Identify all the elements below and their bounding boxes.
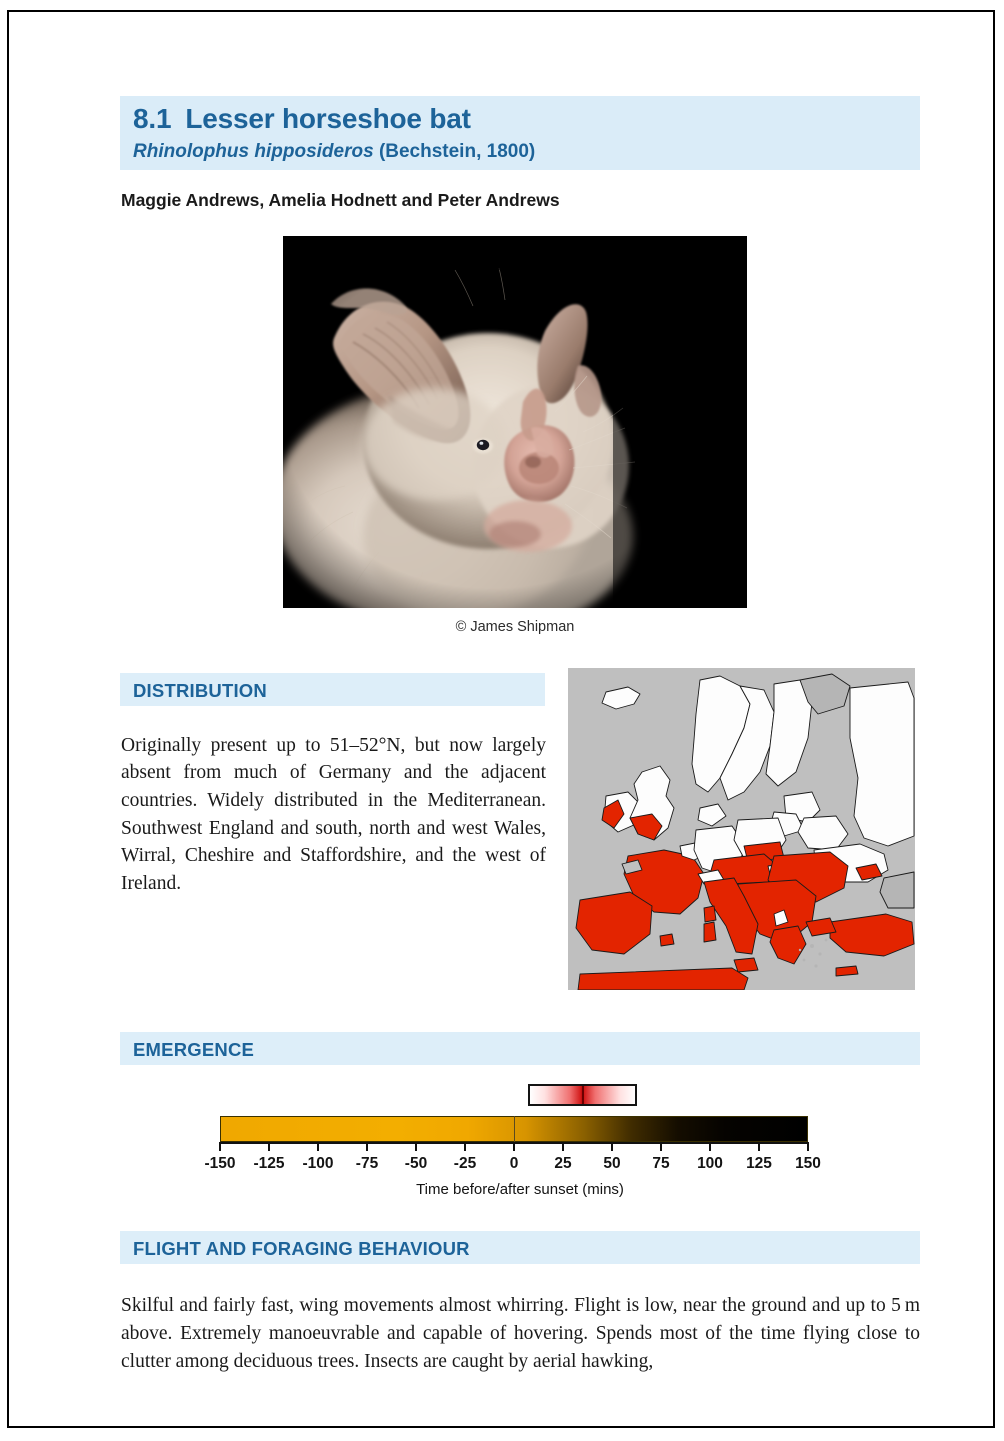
emergence-tick-label: 50 [603,1155,621,1172]
section-title-flight: FLIGHT AND FORAGING BEHAVIOUR [133,1238,470,1259]
emergence-axis-title: Time before/after sunset (mins) [416,1181,624,1198]
photo-credit: © James Shipman [455,619,575,635]
section-title-emergence: EMERGENCE [133,1039,255,1060]
bat-photo-illustration [283,236,747,608]
scientific-name-line [133,141,913,163]
page-title [133,103,913,135]
emergence-tick [758,1142,760,1151]
common-name: Lesser horseshoe bat [185,103,471,134]
emergence-tick-label: -25 [453,1155,477,1172]
emergence-tick [660,1142,662,1151]
emergence-tick-label: 25 [554,1155,572,1172]
emergence-tick [219,1142,221,1151]
emergence-tick-label: 150 [795,1155,821,1172]
emergence-range-marker [528,1084,638,1106]
emergence-tick [464,1142,466,1151]
emergence-tick-label: -100 [302,1155,334,1172]
bat-photograph [283,236,747,608]
emergence-median-line [582,1086,584,1104]
emergence-tick-label: 75 [652,1155,670,1172]
europe-map-illustration [568,668,915,990]
section-title-distribution: DISTRIBUTION [133,680,267,701]
emergence-tick [317,1142,319,1151]
emergence-tick-label: 100 [697,1155,723,1172]
emergence-tick-label: 0 [509,1155,519,1172]
emergence-tick [415,1142,417,1151]
emergence-tick-label: -125 [253,1155,285,1172]
emergence-tick [513,1142,515,1151]
emergence-tick-label: -150 [204,1155,236,1172]
author-byline: Maggie Andrews, Amelia Hodnett and Peter Andrews [121,190,560,210]
sunset-zero-line [514,1116,515,1142]
emergence-tick [807,1142,809,1151]
distribution-body-text: Originally present up to 51–52°N, but now largely absent from much of Germany and the adjacent countries. Widely distributed in the Mediterranean. Southwest England and south, north and west Wales, Wirral, Cheshire and Staffordshire, and the west of Ireland. [121,734,546,894]
section-header-distribution [120,673,545,706]
emergence-tick-label: 125 [746,1155,772,1172]
section-header-flight [120,1231,920,1264]
flight-body-text: Skilful and fairly fast, wing movements almost whirring. Flight is low, near the ground and up to 5 m above. Extremely manoeuvrable and capable of hovering. Spends most of the time flying close to clutter among deciduous trees. Insects are caught by aerial hawking, [121,1294,920,1373]
emergence-tick [709,1142,711,1151]
section-number: 8.1 [133,103,172,134]
scientific-name: Rhinolophus hipposideros [133,141,374,162]
taxon-authority: (Bechstein, 1800) [378,141,536,162]
emergence-tick-label: -50 [404,1155,428,1172]
emergence-tick [611,1142,613,1151]
distribution-map [568,668,915,990]
emergence-chart [120,1072,920,1212]
emergence-tick [268,1142,270,1151]
section-header-emergence [120,1032,920,1065]
emergence-tick-label: -75 [355,1155,379,1172]
emergence-tick [562,1142,564,1151]
emergence-tick [366,1142,368,1151]
